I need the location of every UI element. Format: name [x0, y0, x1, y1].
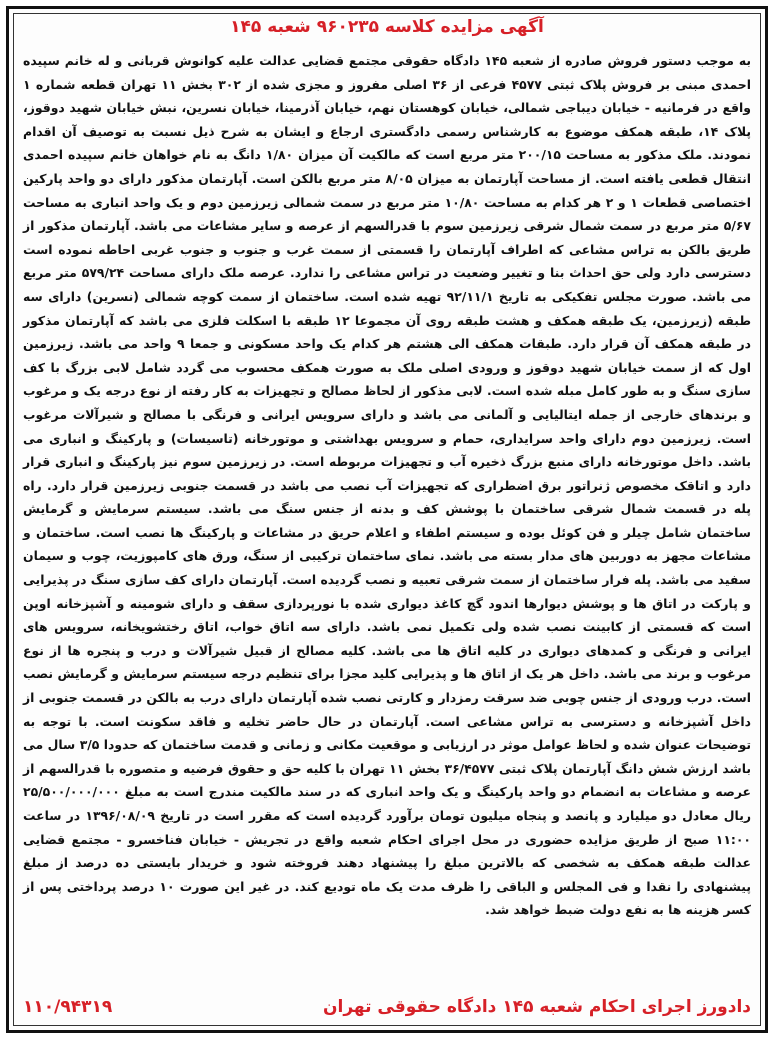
notice-body: به موجب دستور فروش صادره از شعبه ۱۴۵ دادگاه حقوقی مجتمع قضایی عدالت علیه کوانوش قربانی و له خانم سپیده احمدی مبنی بر فروش پلاک ثبتی ۴۵۷۷ فرعی از ۳۶ اصلی مفروز و مجزی شده از ۳۰۲ بخش ۱۱ تهران قطعه شماره ۱ واقع در فرمانیه - خیابان دیباجی شمالی، خیابان کوهستان نهم، خیابان آذرمینا، خیابان نسرین، نبش خیابان شهید دوقوز، پلاک ۱۴، طبقه همکف موضوع به کارشناس رسمی دادگستری ارجاع و ایشان به شرح ذیل نسبت به توصیف آن اقدام نمودند. ملک مذکور به مساحت ۲۰۰/۱۵ متر مربع است که مالکیت آن میزان ۱/۸۰ دانگ به نام خواهان خانم سپیده احمدی انتقال قطعی یافته است. از مساحت آپارتمان به میزان ۸/۰۵ متر مربع بالکن است. آپارتمان مذکور دارای دو واحد پارکین اختصاصی قطعات ۱ و ۲ هر کدام به مساحت ۱۰/۸۰ متر مربع در سمت شمالی زیرزمین دوم و یک واحد انباری به مساحت ۵/۶۷ متر مربع در سمت شمال شرقی زیرزمین سوم با قدرالسهم از عرصه و سایر مشاعات می باشد. آپارتمان مذکور از طریق بالکن به تراس مشاعی که اطراف آپارتمان را قسمتی از سمت غرب و جنوب و جنوب غربی احاطه نموده است دسترسی دارد ولی حق احداث بنا و تغییر وضعیت در تراس مشاعی را ندارد. عرصه ملک دارای مساحت ۵۷۹/۲۴ متر مربع می باشد. صورت مجلس تفکیکی به تاریخ ۹۲/۱۱/۱ تهیه شده است. ساختمان از سمت کوچه شمالی (نسرین) دارای سه طبقه (زیرزمین، یک طبقه همکف و هشت طبقه روی آن مجموعا ۱۲ طبقه با اسکلت فلزی می باشد که آپارتمان مذکور در طبقه همکف آن قرار دارد. طبقات همکف الی هشتم هر کدام یک واحد مسکونی و جمعا ۹ واحد می باشد. زیرزمین اول که از سمت خیابان شهید دوقوز و ورودی اصلی ملک به صورت همکف محسوب می گردد شامل لابی بزرگ با کف سازی سنگ و به طور کامل مبله شده است. لابی مذکور از لحاظ مصالح و تجهیزات به کار رفته از نوع درجه یک و مرغوب و برندهای خارجی از جمله ایتالیایی و آلمانی می باشد و دارای سرویس ایرانی و فرنگی با مصالح و شیرآلات مرغوب است. زیرزمین دوم دارای واحد سرایداری، حمام و سرویس بهداشتی و موتورخانه (تاسیسات) و پارکینگ و انباری می باشد. داخل موتورخانه دارای منبع بزرگ ذخیره آب و تجهیزات مربوطه است. در زیرزمین سوم نیز پارکینگ و انباری قرار دارد و اتاقک مخصوص ژنراتور برق اضطراری که تجهیزات آب نصب می باشد در قسمت جنوبی زیرزمین قرار دارد. راه پله در قسمت شمال شرقی ساختمان با پوشش کف و بدنه از جنس سنگ می باشد. سیستم سرمایش و گرمایش ساختمان شامل چیلر و فن کوئل بوده و سیستم اطفاء و اعلام حریق در مشاعات و پارکینگ ها نصب است. ساختمان و مشاعات مجهز به دوربین های مدار بسته می باشد. نمای ساختمان ترکیبی از سنگ، ورق های کامپوزیت، چوب و سیمان سفید می باشد. پله فرار ساختمان از سمت شرقی تعبیه و نصب گردیده است. آپارتمان دارای کف سازی سنگ در پذیرایی و پارکت در اتاق ها و پوشش دیوارها اندود گچ کاغذ دیواری شده با نورپردازی سقف و دارای شومینه و آشپزخانه اوپن است که قسمتی از کابینت نصب شده ولی تکمیل نمی باشد. دارای سه اتاق خواب، اتاق رختشویخانه، سرویس های ایرانی و فرنگی و کمدهای دیواری در کلیه اتاق ها می باشد. کلیه مصالح از قبیل شیرآلات و درب و پنجره ها از نوع مرغوب و برند می باشد. داخل هر یک از اتاق ها و پذیرایی کلید مجزا برای تنظیم درجه سیستم سرمایش و گرمایش نصب است. درب ورودی از جنس چوبی ضد سرقت رمزدار و کارتی نصب شده آپارتمان دارای درب به بالکن در قسمت جنوبی از داخل آشپزخانه و دسترسی به تراس مشاعی است. آپارتمان در حال حاضر تخلیه و فاقد سکونت است. با توجه به توضیحات عنوان شده و لحاظ عوامل موثر در ارزیابی و موقعیت مکانی و زمانی و قدمت ساختمان که حدودا ۳/۵ سال می باشد ارزش شش دانگ آپارتمان پلاک ثبتی ۳۶/۴۵۷۷ بخش ۱۱ تهران با کلیه حق و حقوق فرضیه و متصوره با قدرالسهم از عرصه و مشاعات به انضمام دو واحد پارکینگ و یک واحد انباری که در سند مالکیت مندرج است به مبلغ ۲۵/۵۰۰/۰۰۰/۰۰۰ ریال معادل دو میلیارد و پانصد و پنجاه میلیون تومان برآورد گردیده است که مقرر است در تاریخ ۱۳۹۶/۰۸/۰۹ در ساعت ۱۱:۰۰ صبح از طریق مزایده حضوری در محل اجرای احکام شعبه واقع در تجریش - خیابان فناخسرو - مجتمع قضایی عدالت طبقه همکف به شخصی که بالاترین مبلغ را پیشنهاد دهند فروخته شود و خریدار بایستی ده درصد از مبلغ پیشنهادی را نقدا و فی المجلس و الباقی را ظرف مدت یک ماه تودیع کند. در غیر این صورت ۱۰ درصد پرداختی پس از کسر هزینه ها به نفع دولت ضبط خواهد شد. [23, 53, 752, 918]
notice-footer [23, 992, 751, 1022]
notice-frame [6, 6, 768, 1033]
notice-signature: دادورز اجرای احکام شعبه ۱۴۵ دادگاه حقوقی تهران [322, 997, 751, 1017]
notice-title: آگهی مزایده کلاسه ۹۶۰۲۳۵ شعبه ۱۴۵ [230, 17, 544, 37]
notice-ref-number: ۱۱۰/۹۴۳۱۹ [23, 997, 113, 1017]
